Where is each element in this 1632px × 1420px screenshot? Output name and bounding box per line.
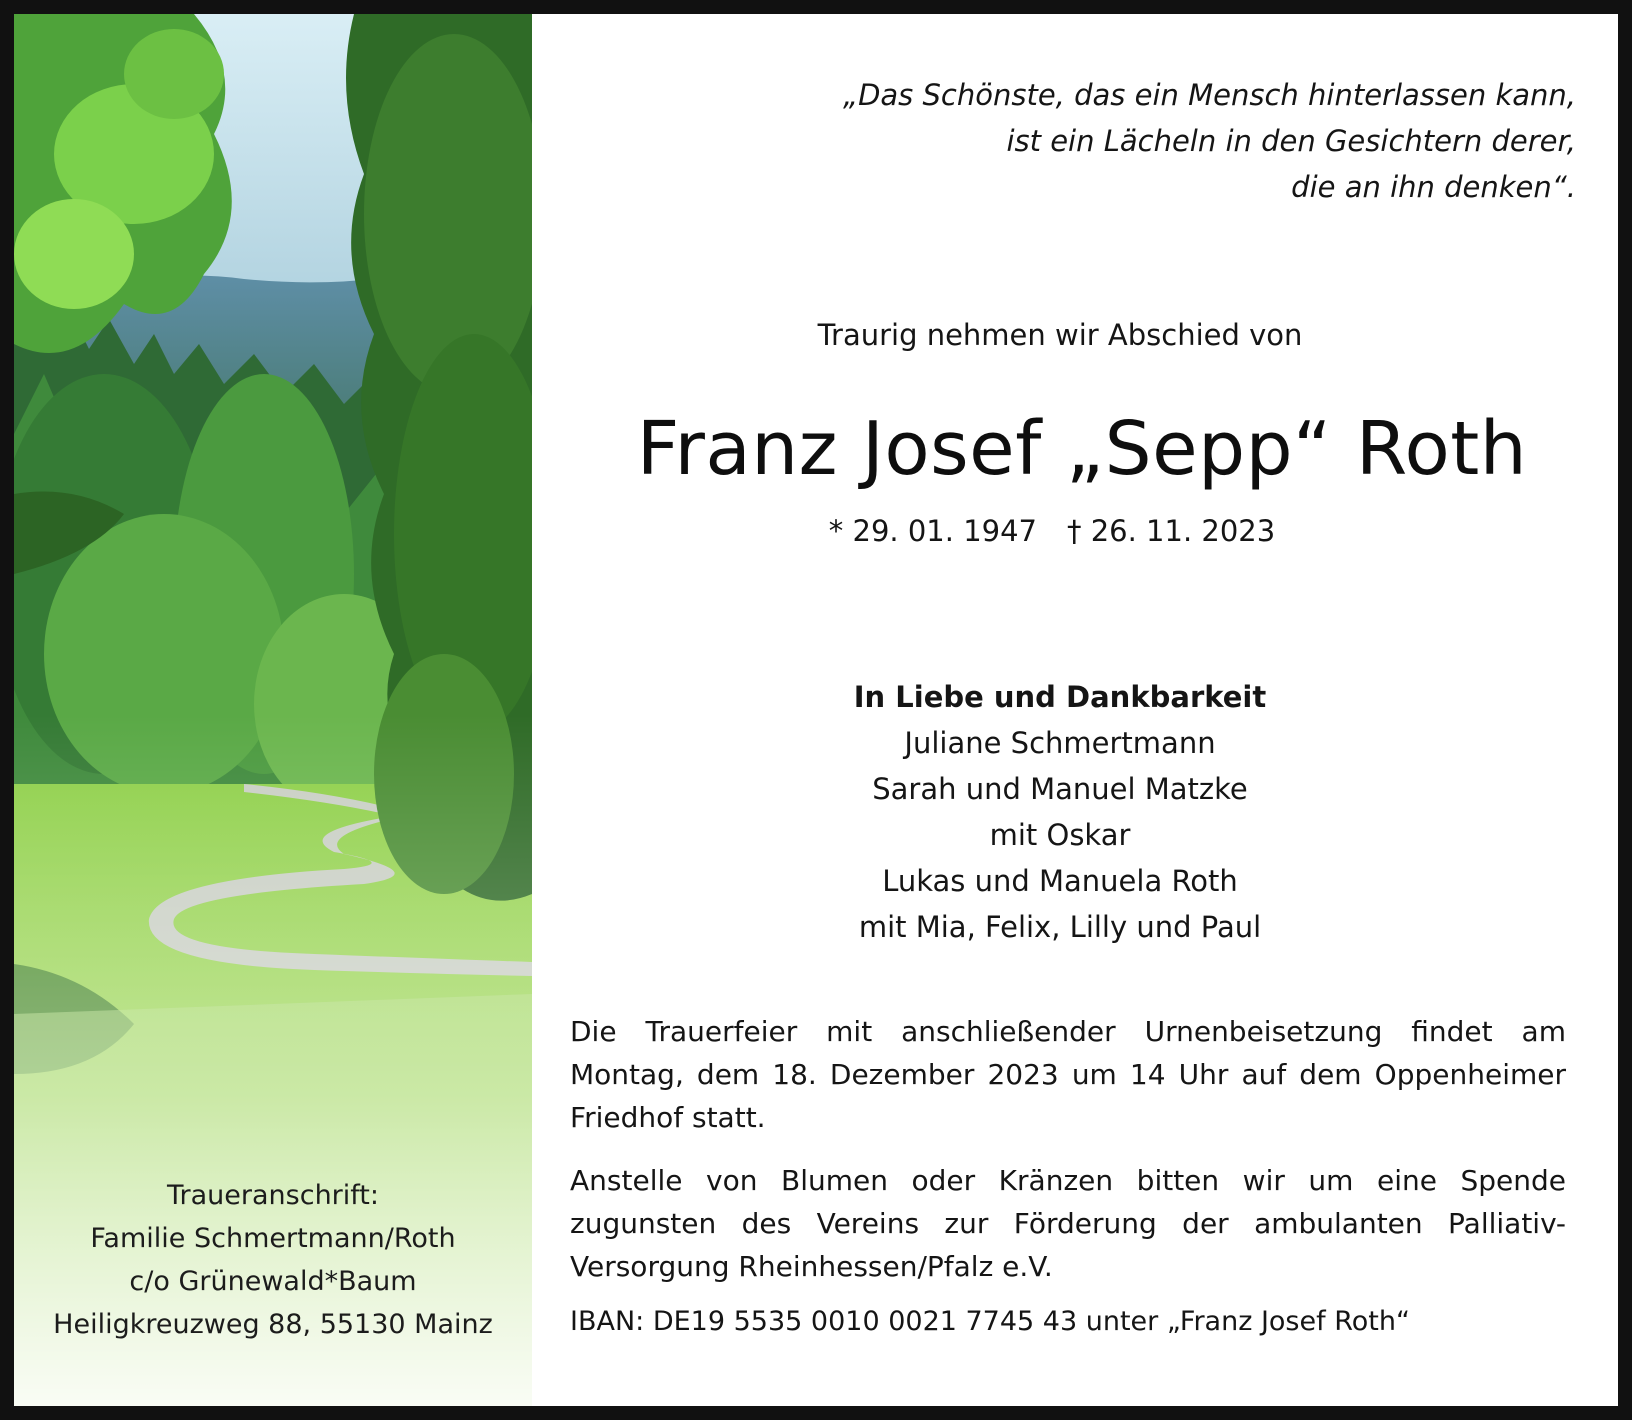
- donation-notice: Anstelle von Blumen oder Kränzen bitten wir um eine Spende zugunsten des Vereins zur Förderung der ambulanten Palliativ-Versorgung Rheinhessen/Pfalz e.V.: [570, 1164, 1566, 1283]
- obituary-text-panel: [532, 14, 1632, 1406]
- life-dates: [532, 514, 1572, 548]
- mourner-line: Sarah und Manuel Matzke: [872, 772, 1248, 806]
- quote-line: die an ihn denken“.: [1291, 170, 1576, 204]
- death-date: † 26. 11. 2023: [1067, 514, 1276, 548]
- address-label: Traueranschrift:: [167, 1180, 379, 1211]
- landscape-photo: [14, 14, 532, 1406]
- address-family: Familie Schmertmann/Roth: [90, 1223, 456, 1254]
- mourners-heading: In Liebe und Dankbarkeit: [853, 680, 1267, 714]
- mourners-list: [532, 674, 1588, 950]
- deceased-name: Franz Josef „Sepp“ Roth: [636, 406, 1528, 492]
- memorial-quote: [843, 72, 1576, 210]
- address-care-of: c/o Grünewald*Baum: [129, 1266, 417, 1297]
- mourner-line: Juliane Schmertmann: [904, 726, 1216, 760]
- address-street: Heiligkreuzweg 88, 55130 Mainz: [53, 1309, 493, 1340]
- mourner-line: Lukas und Manuela Roth: [882, 864, 1238, 898]
- quote-line: „Das Schönste, das ein Mensch hinterlassen kann,: [843, 78, 1576, 112]
- birth-date: * 29. 01. 1947: [828, 514, 1037, 548]
- mourner-line: mit Mia, Felix, Lilly und Paul: [858, 910, 1262, 944]
- mourning-address: [14, 1174, 532, 1346]
- farewell-intro: Traurig nehmen wir Abschied von: [817, 318, 1303, 352]
- funeral-service-notice: Die Trauerfeier mit anschließender Urnenbeisetzung findet am Montag, dem 18. Dezember 2023 um 14 Uhr auf dem Oppenheimer Friedhof statt.: [570, 1015, 1566, 1134]
- mourner-line: mit Oskar: [989, 818, 1131, 852]
- quote-line: ist ein Lächeln in den Gesichtern derer,: [1006, 124, 1576, 158]
- donation-iban: IBAN: DE19 5535 0010 0021 7745 43 unter „Franz Josef Roth“: [570, 1306, 1410, 1337]
